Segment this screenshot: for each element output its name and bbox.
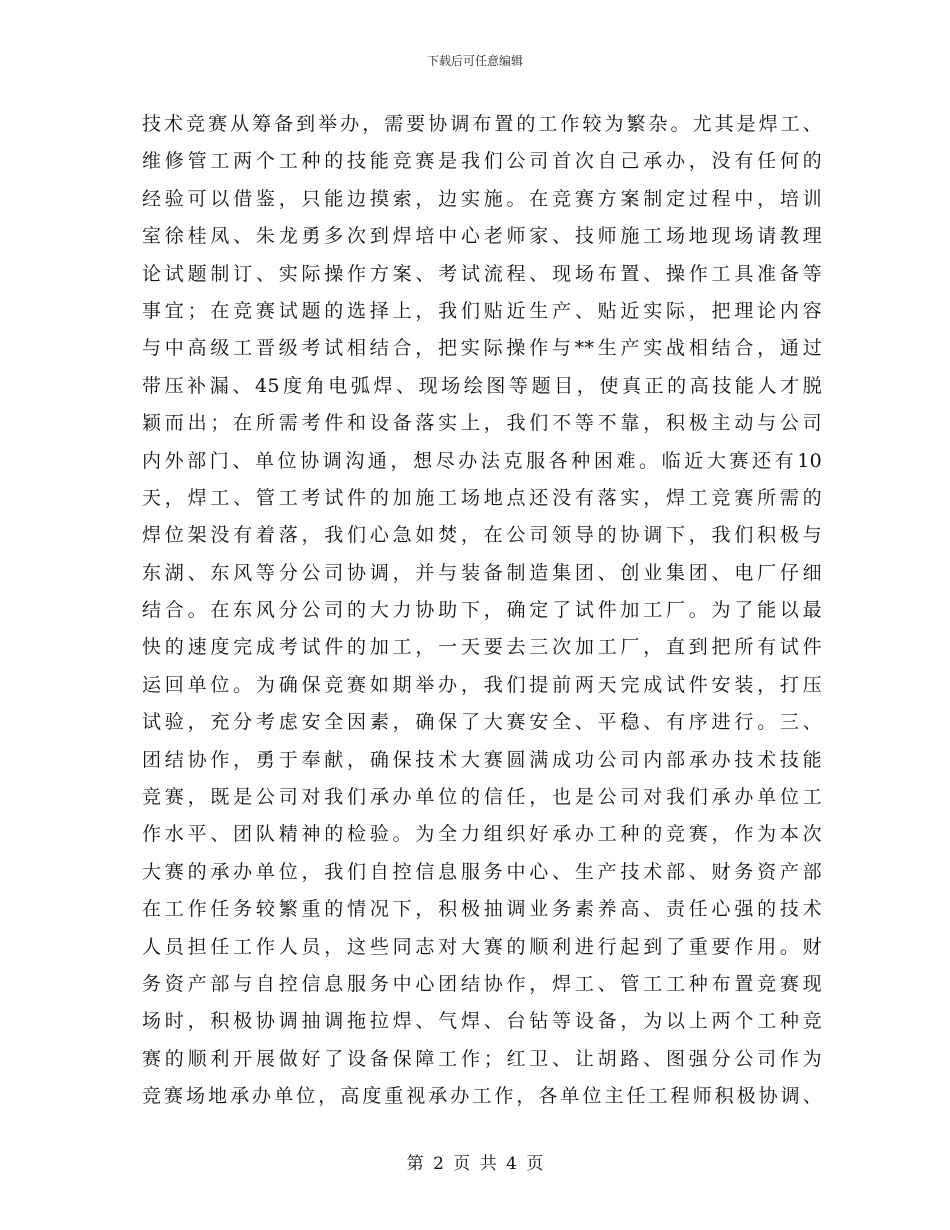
body-line: 赛的顺利开展做好了设备保障工作；红卫、让胡路、图强分公司作为 [142, 1047, 822, 1070]
body-line: 经验可以借鉴，只能边摸索，边实施。在竞赛方案制定过程中，培训 [142, 187, 822, 210]
body-line: 场时，积极协调抽调拖拉焊、气焊、台钻等设备，为以上两个工种竞 [142, 1010, 822, 1033]
body-line: 竞赛，既是公司对我们承办单位的信任，也是公司对我们承办单位工 [142, 786, 822, 809]
body-line: 大赛的承办单位，我们自控信息服务中心、生产技术部、财务资产部 [142, 860, 822, 883]
body-line: 作水平、团队精神的检验。为全力组织好承办工种的竞赛，作为本次 [142, 823, 822, 846]
body-line: 内外部门、单位协调沟通，想尽办法克服各种困难。临近大赛还有10 [142, 449, 822, 472]
page-footer: 第 2 页 共 4 页 [406, 1154, 544, 1174]
body-line: 颖而出；在所需考件和设备落实上，我们不等不靠，积极主动与公司 [142, 412, 822, 435]
body-line: 竞赛场地承办单位，高度重视承办工作，各单位主任工程师积极协调、 [142, 1085, 822, 1108]
body-line: 带压补漏、45度角电弧焊、现场绘图等题目，使真正的高技能人才脱 [142, 374, 822, 397]
body-line: 东湖、东风等分公司协调，并与装备制造集团、创业集团、电厂仔细 [142, 561, 822, 584]
body-line: 论试题制订、实际操作方案、考试流程、现场布置、操作工具准备等 [142, 262, 822, 285]
body-line: 与中高级工晋级考试相结合，把实际操作与**生产实战相结合，通过 [142, 337, 822, 360]
body-line: 务资产部与自控信息服务中心团结协作，焊工、管工工种布置竞赛现 [142, 972, 822, 995]
body-text [142, 106, 822, 1116]
body-line: 运回单位。为确保竞赛如期举办，我们提前两天完成试件安装，打压 [142, 673, 822, 696]
body-line: 人员担任工作人员，这些同志对大赛的顺利进行起到了重要作用。财 [142, 935, 822, 958]
body-line: 焊位架没有着落，我们心急如焚，在公司领导的协调下，我们积极与 [142, 524, 822, 547]
body-line: 天，焊工、管工考试件的加施工场地点还没有落实，焊工竞赛所需的 [142, 486, 822, 509]
body-line: 事宜；在竞赛试题的选择上，我们贴近生产、贴近实际，把理论内容 [142, 299, 822, 322]
body-line: 室徐桂凤、朱龙勇多次到焊培中心老师家、技师施工场地现场请教理 [142, 225, 822, 248]
body-line: 试验，充分考虑安全因素，确保了大赛安全、平稳、有序进行。三、 [142, 711, 822, 734]
page-header: 下载后可任意编辑 [426, 54, 523, 68]
body-line: 结合。在东风分公司的大力协助下，确定了试件加工厂。为了能以最 [142, 599, 822, 622]
body-line: 技术竞赛从筹备到举办，需要协调布置的工作较为繁杂。尤其是焊工、 [142, 113, 822, 135]
body-line: 维修管工两个工种的技能竞赛是我们公司首次自己承办，没有任何的 [142, 150, 822, 173]
body-line: 快的速度完成考试件的加工，一天要去三次加工厂，直到把所有试件 [142, 636, 822, 659]
body-line: 在工作任务较繁重的情况下，积极抽调业务素养高、责任心强的技术 [142, 898, 822, 921]
body-line: 团结协作，勇于奉献，确保技术大赛圆满成功公司内部承办技术技能 [142, 748, 822, 771]
